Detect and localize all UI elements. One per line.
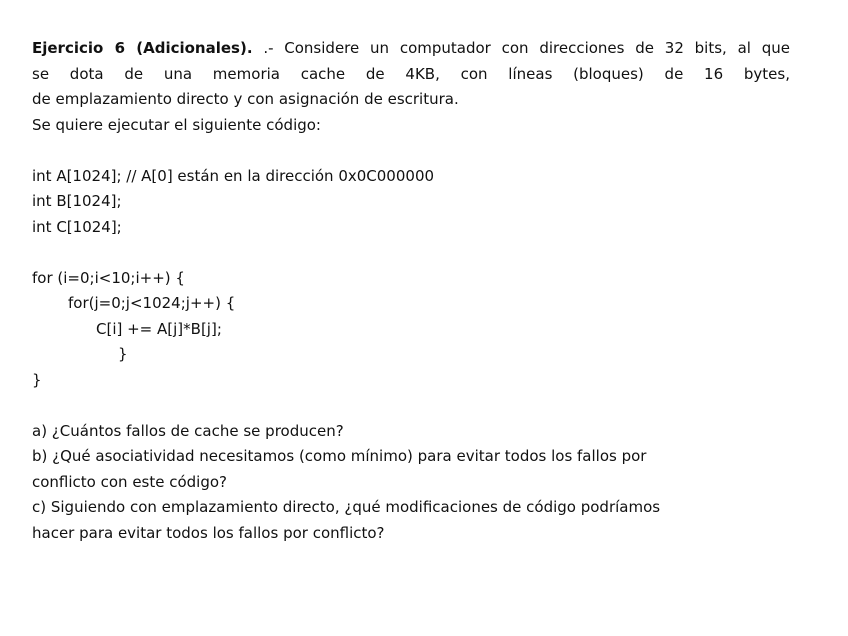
spacer [32, 240, 790, 266]
spacer [32, 138, 790, 164]
question-a: a) ¿Cuántos fallos de cache se producen? [32, 421, 344, 440]
code-line-array-b: int B[1024]; [32, 192, 122, 210]
code-line-inner-loop: for(j=0;j<1024;j++) { [68, 294, 236, 312]
code-line-array-a: int A[1024]; // A[0] están en la dirección 0x0C000000 [32, 166, 435, 185]
code-line-outer-loop: for (i=0;i<10;i++) { [32, 268, 185, 287]
code-line-inner-close: } [118, 345, 128, 363]
intro-line-3: de emplazamiento directo y con asignación de escritura. [32, 90, 459, 108]
code-line-array-c: int C[1024]; [32, 217, 122, 236]
intro-text-1: .- Considere un computador con direcciones de 32 bits, al que [252, 39, 790, 57]
question-c-line-1: c) Siguiendo con emplazamiento directo, ¿qué modificaciones de código podríamos [32, 498, 661, 516]
intro-line-2: se dota de una memoria cache de 4KB, con líneas (bloques) de 16 bytes, [32, 64, 790, 83]
question-c-line-2: hacer para evitar todos los fallos por conflicto? [32, 523, 385, 542]
spacer [32, 393, 790, 419]
code-line-body: C[i] += A[j]*B[j]; [96, 319, 222, 338]
exercise-document [32, 36, 790, 546]
exercise-title: Ejercicio 6 (Adicionales). [32, 39, 253, 57]
intro-line-1 [32, 36, 790, 62]
question-b-line-1: b) ¿Qué asociatividad necesitamos (como mínimo) para evitar todos los fallos por [32, 447, 647, 465]
code-line-outer-close: } [32, 370, 42, 389]
intro-line-4: Se quiere ejecutar el siguiente código: [32, 115, 321, 134]
question-b-line-2: conflicto con este código? [32, 472, 228, 491]
